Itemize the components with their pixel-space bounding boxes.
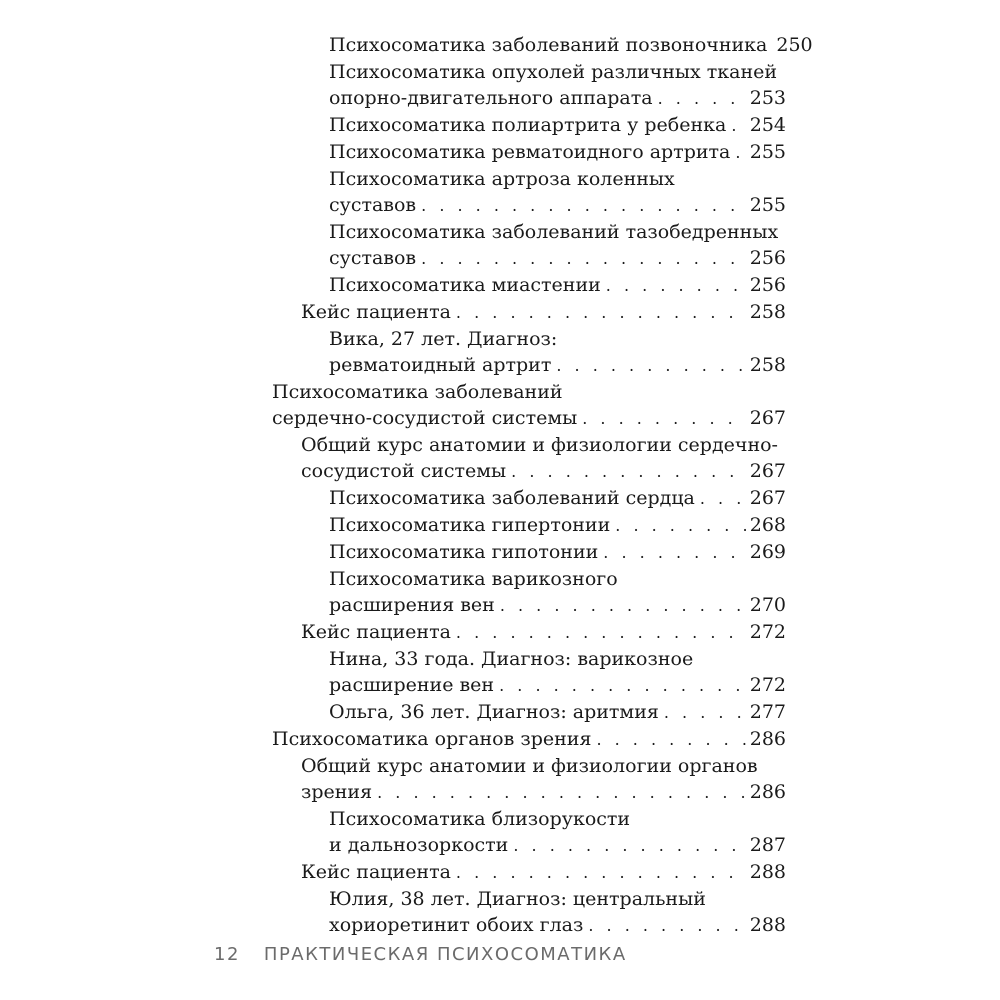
toc-entry-title: Психосоматика заболеваний сердца — [329, 487, 695, 509]
dot-leader — [606, 273, 746, 299]
toc-entry-line — [329, 192, 786, 219]
dot-leader — [735, 140, 745, 166]
toc-entry-title: расширения вен — [329, 594, 495, 616]
toc-entry-line — [329, 139, 786, 166]
dot-leader — [596, 727, 745, 753]
toc-entry — [272, 432, 786, 485]
dot-leader — [421, 246, 746, 272]
toc-entry-line — [301, 619, 786, 646]
toc-entry-line — [329, 352, 786, 379]
toc-entry — [272, 139, 786, 166]
toc-entry — [272, 326, 786, 379]
toc-entry-line — [301, 458, 786, 485]
toc-entry-line — [329, 112, 786, 139]
dot-leader — [511, 459, 746, 485]
dot-leader — [603, 540, 745, 566]
toc-entry-title: Психосоматика опухолей различных тканей — [329, 61, 778, 83]
toc-entry-title: Общий курс анатомии и физиологии органов — [301, 755, 758, 777]
dot-leader — [513, 833, 745, 859]
toc-entry-line — [329, 646, 786, 672]
toc-page-number: 255 — [749, 194, 786, 216]
toc-entry-title: Психосоматика органов зрения — [272, 728, 592, 750]
toc-entry-line — [329, 166, 786, 192]
toc-entry-line — [329, 85, 786, 112]
page-footer — [214, 944, 627, 965]
toc-entry-title: Кейс пациента — [301, 301, 451, 323]
toc-entry — [272, 619, 786, 646]
toc-entry — [272, 646, 786, 699]
toc-entry-line — [301, 779, 786, 806]
toc-page-number: 267 — [749, 487, 786, 509]
toc-entry-line — [301, 299, 786, 326]
toc-entry — [272, 32, 813, 59]
toc-entry — [272, 539, 786, 566]
dot-leader — [582, 406, 746, 432]
toc-page-number: 269 — [749, 541, 786, 563]
dot-leader — [499, 673, 746, 699]
toc-entry-line — [301, 432, 786, 458]
toc-entry — [272, 166, 786, 219]
dot-leader — [658, 86, 746, 112]
toc-entry-line — [301, 859, 786, 886]
toc-entry-title: сосудистой системы — [301, 460, 507, 482]
toc-entry — [272, 112, 786, 139]
toc-page-number: 277 — [749, 701, 786, 723]
toc-entry-title: суставов — [329, 247, 417, 269]
toc-entry-line — [329, 485, 786, 512]
toc-entry-line — [272, 379, 786, 405]
toc-page-number: 288 — [749, 914, 786, 936]
toc-page-number: 268 — [749, 514, 786, 536]
dot-leader — [664, 700, 746, 726]
toc-entry-line — [329, 32, 813, 59]
toc-entry-title: опорно-двигательного аппарата — [329, 87, 653, 109]
toc-page-number: 287 — [749, 834, 786, 856]
toc-entry-title: Психосоматика заболеваний тазобедренных — [329, 221, 779, 243]
toc-entry-line — [329, 806, 786, 832]
toc-page-number: 267 — [749, 407, 786, 429]
toc-entry-title: Кейс пациента — [301, 621, 451, 643]
toc-entry — [272, 219, 786, 272]
toc-entry-line — [329, 672, 786, 699]
toc-entry-line — [329, 592, 786, 619]
toc-entry — [272, 886, 786, 939]
toc-entry-line — [329, 245, 786, 272]
running-title: ПРАКТИЧЕСКАЯ ПСИХОСОМАТИКА — [263, 944, 627, 965]
toc-entry — [272, 299, 786, 326]
toc-entry-title: Психосоматика гипертонии — [329, 514, 611, 536]
toc-entry-line — [329, 539, 786, 566]
toc-page-number: 256 — [749, 274, 786, 296]
dot-leader — [556, 353, 745, 379]
footer-page-number: 12 — [214, 944, 240, 965]
toc-entry-line — [329, 832, 786, 859]
toc-entry — [272, 566, 786, 619]
toc-entry-line — [329, 512, 786, 539]
toc-entry — [272, 59, 786, 112]
toc-entry-title: Общий курс анатомии и физиологии сердечно- — [301, 434, 778, 456]
toc-entry-title: и дальнозоркости — [329, 834, 509, 856]
dot-leader — [456, 860, 746, 886]
toc-page-number: 254 — [749, 114, 786, 136]
toc-entry-title: сердечно-сосудистой системы — [272, 407, 578, 429]
toc-page-number: 272 — [749, 674, 786, 696]
toc-entry-title: Психосоматика артроза коленных — [329, 168, 675, 190]
toc-page-number: 256 — [749, 247, 786, 269]
toc-entry-title: хориоретинит обоих глаз — [329, 914, 584, 936]
toc-entry-title: Психосоматика заболеваний — [272, 381, 563, 403]
toc-page-number: 258 — [749, 354, 786, 376]
toc-entry-title: Психосоматика заболеваний позвоночника — [329, 34, 768, 56]
toc-entry-title: Психосоматика близорукости — [329, 808, 631, 830]
toc-entry-title: зрения — [301, 781, 373, 803]
toc-entry-line — [301, 753, 786, 779]
toc-entry-line — [329, 566, 786, 592]
toc-entry — [272, 512, 786, 539]
toc-entry-title: Психосоматика гипотонии — [329, 541, 599, 563]
toc-entry-line — [272, 726, 786, 753]
toc-entry — [272, 806, 786, 859]
dot-leader — [456, 620, 746, 646]
toc-entry-title: суставов — [329, 194, 417, 216]
toc-entry-title: Психосоматика полиартрита у ребенка — [329, 114, 727, 136]
toc-page-number: 267 — [749, 460, 786, 482]
toc-entry-line — [329, 219, 786, 245]
toc-entry-line — [329, 59, 786, 85]
dot-leader — [456, 300, 746, 326]
dot-leader — [377, 780, 746, 806]
toc-entry-title: Вика, 27 лет. Диагноз: — [329, 328, 558, 350]
toc-page-number: 270 — [749, 594, 786, 616]
toc-page-number: 272 — [749, 621, 786, 643]
toc-entry-title: Психосоматика варикозного — [329, 568, 618, 590]
toc-entry-title: Психосоматика ревматоидного артрита — [329, 141, 731, 163]
toc-entry-title: Ольга, 36 лет. Диагноз: аритмия — [329, 701, 659, 723]
toc-entry-title: расширение вен — [329, 674, 495, 696]
toc-entry-title: ревматоидный артрит — [329, 354, 552, 376]
toc-entry-line — [329, 886, 786, 912]
toc-entry — [272, 699, 786, 726]
toc-page-number: 255 — [749, 141, 786, 163]
toc-entry-title: Юлия, 38 лет. Диагноз: центральный — [329, 888, 706, 910]
toc-entry-line — [272, 405, 786, 432]
toc-page-number: 258 — [749, 301, 786, 323]
table-of-contents — [272, 32, 813, 939]
toc-entry-line — [329, 326, 786, 352]
toc-entry-title: Кейс пациента — [301, 861, 451, 883]
dot-leader — [588, 913, 745, 939]
dot-leader — [700, 486, 746, 512]
toc-entry — [272, 753, 786, 806]
toc-entry — [272, 485, 786, 512]
toc-entry-line — [329, 912, 786, 939]
toc-page-number: 286 — [749, 781, 786, 803]
toc-entry — [272, 726, 786, 753]
toc-entry-title: Психосоматика миастении — [329, 274, 601, 296]
toc-entry-line — [329, 272, 786, 299]
toc-entry — [272, 379, 786, 432]
toc-entry — [272, 272, 786, 299]
dot-leader — [421, 193, 746, 219]
toc-entry-title: Нина, 33 года. Диагноз: варикозное — [329, 648, 694, 670]
toc-entry-line — [329, 699, 786, 726]
toc-page-number: 288 — [749, 861, 786, 883]
dot-leader — [500, 593, 746, 619]
toc-page-number: 253 — [749, 87, 786, 109]
dot-leader — [615, 513, 745, 539]
toc-page-number: 250 — [776, 34, 813, 56]
toc-page-number: 286 — [749, 728, 786, 750]
toc-entry — [272, 859, 786, 886]
dot-leader — [731, 113, 745, 139]
